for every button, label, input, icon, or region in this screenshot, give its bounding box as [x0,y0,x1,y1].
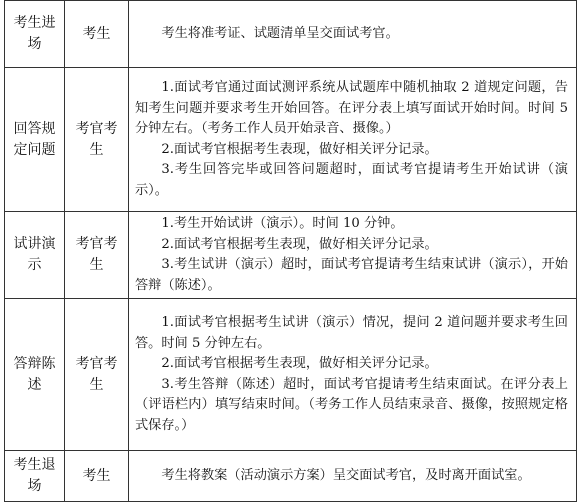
stage-label: 回答规定问题 [13,120,56,158]
table-row-lecture [5,212,577,299]
actor-cell [65,299,129,451]
content-paragraph: 考生将准考证、试题清单呈交面试考官。 [161,25,399,41]
interview-procedure-table [4,0,577,502]
actor-label: 考官考生 [75,236,118,273]
table-row-defense [5,299,577,451]
content-paragraph: 2.面试考官根据考生表现，做好相关评分记录。 [161,236,438,252]
actor-cell: 考生 [65,451,129,502]
content-cell [129,212,577,299]
stage-label: 试讲演示 [13,236,56,273]
content-cell [129,299,577,451]
content-paragraph: 3.考生回答完毕或回答问题超时，面试考官提请考生开始试讲（演示）。 [135,162,568,198]
stage-label: 考生进场 [13,15,56,52]
content-cell [129,451,577,502]
actor-label: 考官考生 [75,120,118,158]
stage-cell [5,299,65,451]
actor-cell [65,68,129,212]
table-row-questions [5,68,577,212]
content-paragraph: 2.面试考官根据考生表现，做好相关评分记录。 [161,141,438,157]
actor-label: 考官考生 [75,355,118,393]
content-paragraph: 1.面试考官根据考生试讲（演示）情况，提问 2 道问题并要求考生回答。时间 5 分钟左右。 [135,315,568,351]
content-cell [129,1,577,68]
actor-cell: 考生 [65,1,129,68]
table-row-entry [5,1,577,68]
content-paragraph: 1.面试考官通过面试测评系统从试题库中随机抽取 2 道规定问题，告知考生问题并要求考生开始回答。在评分表上填写面试开始时间。时间 5 分钟左右。（考务工作人员开始录音、摄像。） [135,80,568,136]
content-paragraph: 3.考生试讲（演示）超时，面试考官提请考生结束试讲（演示），开始答辩（陈述）。 [135,257,568,293]
table-row-exit [5,451,577,502]
content-paragraph: 2.面试考官根据考生表现，做好相关评分记录。 [161,356,438,371]
stage-cell [5,1,65,68]
stage-cell [5,451,65,502]
stage-cell [5,68,65,212]
stage-label: 答辩陈述 [13,355,56,393]
content-paragraph: 考生将教案（活动演示方案）呈交面试考官，及时离开面试室。 [161,467,531,483]
stage-cell [5,212,65,299]
content-paragraph: 1.考生开始试讲（演示）。时间 10 分钟。 [161,216,404,231]
stage-label: 考生退场 [13,457,56,494]
actor-cell [65,212,129,299]
content-cell [129,68,577,212]
content-paragraph: 3.考生答辩（陈述）超时，面试考官提请考生结束面试。在评分表上（评语栏内）填写结束时间。（考务工作人员结束录音、摄像，按照规定格式保存。） [135,376,568,433]
